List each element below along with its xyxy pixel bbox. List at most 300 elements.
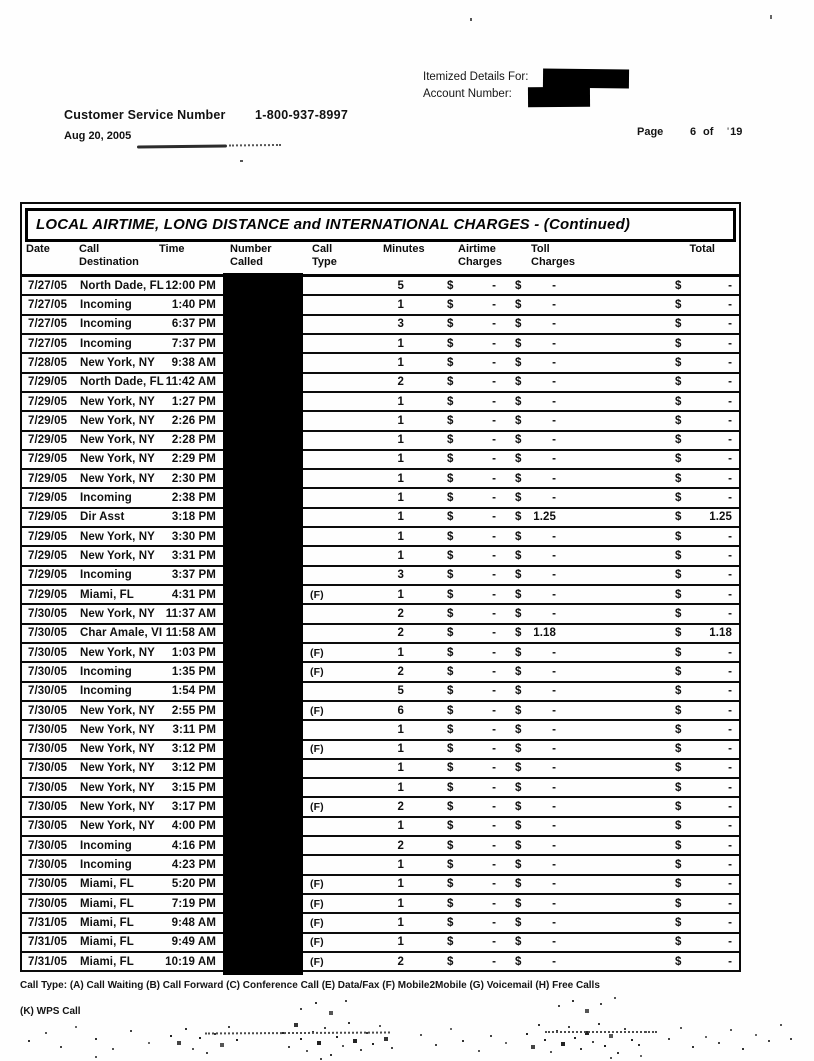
date-cell: 7/30/05	[28, 723, 68, 736]
call-record-row	[22, 567, 739, 586]
toll-charges-cell: -	[552, 820, 556, 833]
charges-table	[20, 202, 741, 972]
minutes-cell: 1	[397, 453, 404, 466]
call-record-row	[22, 277, 739, 296]
airtime-charges-cell: -	[492, 607, 496, 620]
toll-currency-symbol: $	[515, 376, 522, 389]
airtime-charges-cell: -	[492, 665, 496, 678]
time-cell: 4:00 PM	[171, 820, 216, 833]
time-cell: 3:11 PM	[172, 723, 216, 736]
call-record-row	[22, 895, 739, 914]
airtime-currency-symbol: $	[447, 298, 454, 311]
airtime-charges-cell: -	[492, 916, 496, 929]
airtime-charges-cell: -	[492, 318, 496, 331]
toll-charges-cell: -	[552, 492, 556, 505]
minutes-cell: 3	[397, 318, 404, 331]
time-cell: 3:37 PM	[171, 569, 216, 582]
table-title: LOCAL AIRTIME, LONG DISTANCE and INTERNATIONAL CHARGES - (Continued)	[25, 208, 736, 242]
page-count: ' 19	[727, 126, 742, 138]
call-record-row	[22, 316, 739, 335]
time-cell: 3:30 PM	[171, 530, 216, 543]
toll-currency-symbol: $	[515, 472, 522, 485]
airtime-charges-cell: -	[492, 704, 496, 717]
call-record-row	[22, 528, 739, 547]
airtime-currency-symbol: $	[447, 685, 454, 698]
call-record-row	[22, 335, 739, 354]
customer-service-label: Customer Service Number	[64, 108, 226, 122]
toll-currency-symbol: $	[515, 337, 522, 350]
airtime-currency-symbol: $	[447, 318, 454, 331]
total-cell: 1.25	[709, 511, 732, 524]
airtime-charges-cell: -	[492, 955, 496, 968]
scan-speck	[470, 18, 472, 21]
call-type-cell: (F)	[310, 955, 324, 968]
call-record-row	[22, 412, 739, 431]
toll-charges-cell: -	[552, 607, 556, 620]
call-record-row	[22, 683, 739, 702]
total-currency-symbol: $	[675, 839, 682, 852]
itemized-details-label: Itemized Details For:	[423, 71, 529, 83]
destination-cell: New York, NY	[80, 356, 155, 369]
date-cell: 7/28/05	[28, 356, 68, 369]
destination-cell: New York, NY	[80, 550, 155, 563]
time-cell: 11:37 AM	[165, 607, 216, 620]
airtime-charges-cell: -	[492, 820, 496, 833]
minutes-cell: 1	[397, 511, 404, 524]
date-cell: 7/27/05	[28, 298, 68, 311]
call-record-row	[22, 586, 739, 605]
airtime-charges-cell: -	[492, 762, 496, 775]
destination-cell: New York, NY	[80, 453, 155, 466]
minutes-cell: 2	[397, 801, 404, 814]
airtime-currency-symbol: $	[447, 839, 454, 852]
toll-charges-cell: -	[552, 859, 556, 872]
toll-charges-cell: -	[552, 743, 556, 756]
minutes-cell: 1	[397, 646, 404, 659]
total-currency-symbol: $	[675, 337, 682, 350]
time-cell: 9:48 AM	[171, 916, 216, 929]
destination-cell: Incoming	[80, 318, 132, 331]
date-cell: 7/30/05	[28, 743, 68, 756]
total-currency-symbol: $	[675, 704, 682, 717]
airtime-charges-cell: -	[492, 569, 496, 582]
total-cell: -	[728, 685, 732, 698]
total-cell: -	[728, 337, 732, 350]
date-cell: 7/30/05	[28, 897, 68, 910]
destination-cell: Incoming	[80, 685, 132, 698]
destination-cell: Miami, FL	[80, 878, 134, 891]
time-cell: 7:19 PM	[171, 897, 216, 910]
minutes-cell: 1	[397, 337, 404, 350]
minutes-cell: 3	[397, 569, 404, 582]
table-header-row	[22, 241, 739, 277]
airtime-charges-cell: -	[492, 897, 496, 910]
call-type-legend: Call Type: (A) Call Waiting (B) Call Forward (C) Conference Call (E) Data/Fax (F) Mobile2Mobile (G) Voicemail (H) Free Calls	[20, 980, 600, 991]
toll-charges-cell: -	[552, 723, 556, 736]
airtime-currency-symbol: $	[447, 665, 454, 678]
destination-cell: New York, NY	[80, 530, 155, 543]
time-cell: 10:19 AM	[165, 955, 216, 968]
call-record-row	[22, 721, 739, 740]
toll-charges-cell: -	[552, 588, 556, 601]
minutes-cell: 1	[397, 916, 404, 929]
total-cell: -	[728, 955, 732, 968]
destination-cell: Miami, FL	[80, 897, 134, 910]
destination-cell: New York, NY	[80, 820, 155, 833]
airtime-currency-symbol: $	[447, 588, 454, 601]
toll-currency-symbol: $	[515, 492, 522, 505]
date-cell: 7/31/05	[28, 955, 68, 968]
total-cell: -	[728, 530, 732, 543]
airtime-currency-symbol: $	[447, 859, 454, 872]
scan-streak	[545, 1031, 657, 1033]
call-record-row	[22, 489, 739, 508]
call-record-row	[22, 393, 739, 412]
call-record-row	[22, 876, 739, 895]
column-header-date: Date	[26, 243, 50, 255]
airtime-currency-symbol: $	[447, 511, 454, 524]
toll-currency-symbol: $	[515, 743, 522, 756]
destination-cell: Incoming	[80, 569, 132, 582]
minutes-cell: 2	[397, 607, 404, 620]
toll-charges-cell: -	[552, 434, 556, 447]
call-record-row	[22, 779, 739, 798]
minutes-cell: 1	[397, 492, 404, 505]
call-record-row	[22, 934, 739, 953]
column-header-destination: Call Destination	[79, 243, 139, 268]
total-currency-symbol: $	[675, 627, 682, 640]
time-cell: 3:12 PM	[171, 743, 216, 756]
date-cell: 7/30/05	[28, 801, 68, 814]
toll-charges-cell: -	[552, 453, 556, 466]
call-record-row	[22, 625, 739, 644]
airtime-currency-symbol: $	[447, 337, 454, 350]
total-currency-symbol: $	[675, 530, 682, 543]
toll-charges-cell: -	[552, 395, 556, 408]
scan-smudge-mark	[137, 145, 227, 149]
minutes-cell: 1	[397, 878, 404, 891]
destination-cell: Incoming	[80, 859, 132, 872]
airtime-charges-cell: -	[492, 337, 496, 350]
time-cell: 1:27 PM	[171, 395, 216, 408]
date-cell: 7/31/05	[28, 916, 68, 929]
statement-date: Aug 20, 2005	[64, 130, 132, 142]
scan-streak	[205, 1032, 390, 1035]
total-currency-symbol: $	[675, 743, 682, 756]
call-type-cell: (F)	[310, 878, 324, 891]
time-cell: 3:12 PM	[171, 762, 216, 775]
toll-charges-cell: -	[552, 704, 556, 717]
toll-currency-symbol: $	[515, 801, 522, 814]
airtime-currency-symbol: $	[447, 492, 454, 505]
toll-charges-cell: -	[552, 646, 556, 659]
toll-currency-symbol: $	[515, 588, 522, 601]
time-cell: 3:15 PM	[171, 781, 216, 794]
scan-noise-band	[0, 1030, 2, 1032]
toll-charges-cell: -	[552, 472, 556, 485]
call-type-cell: (F)	[310, 897, 324, 910]
call-record-row	[22, 663, 739, 682]
airtime-currency-symbol: $	[447, 279, 454, 292]
date-cell: 7/29/05	[28, 492, 68, 505]
toll-currency-symbol: $	[515, 356, 522, 369]
date-cell: 7/29/05	[28, 550, 68, 563]
total-cell: -	[728, 723, 732, 736]
date-cell: 7/29/05	[28, 434, 68, 447]
minutes-cell: 1	[397, 743, 404, 756]
call-type-cell: (F)	[310, 936, 324, 949]
airtime-charges-cell: -	[492, 859, 496, 872]
minutes-cell: 2	[397, 627, 404, 640]
toll-currency-symbol: $	[515, 627, 522, 640]
total-currency-symbol: $	[675, 472, 682, 485]
minutes-cell: 1	[397, 530, 404, 543]
destination-cell: North Dade, FL	[80, 376, 164, 389]
airtime-currency-symbol: $	[447, 550, 454, 563]
airtime-currency-symbol: $	[447, 897, 454, 910]
airtime-currency-symbol: $	[447, 395, 454, 408]
toll-charges-cell: -	[552, 665, 556, 678]
toll-charges-cell: -	[552, 781, 556, 794]
call-record-row	[22, 818, 739, 837]
date-cell: 7/31/05	[28, 936, 68, 949]
call-record-row	[22, 856, 739, 875]
airtime-charges-cell: -	[492, 414, 496, 427]
airtime-charges-cell: -	[492, 511, 496, 524]
redacted-customer-name	[543, 69, 629, 89]
airtime-currency-symbol: $	[447, 820, 454, 833]
toll-charges-cell: -	[552, 550, 556, 563]
call-record-row	[22, 451, 739, 470]
toll-currency-symbol: $	[515, 550, 522, 563]
airtime-currency-symbol: $	[447, 356, 454, 369]
call-record-row	[22, 702, 739, 721]
date-cell: 7/27/05	[28, 318, 68, 331]
toll-currency-symbol: $	[515, 453, 522, 466]
toll-charges-cell: -	[552, 936, 556, 949]
airtime-currency-symbol: $	[447, 376, 454, 389]
destination-cell: Miami, FL	[80, 916, 134, 929]
time-cell: 12:00 PM	[165, 279, 216, 292]
airtime-charges-cell: -	[492, 646, 496, 659]
date-cell: 7/30/05	[28, 859, 68, 872]
destination-cell: New York, NY	[80, 723, 155, 736]
destination-cell: New York, NY	[80, 762, 155, 775]
toll-currency-symbol: $	[515, 878, 522, 891]
destination-cell: Char Amale, VI	[80, 627, 163, 640]
airtime-charges-cell: -	[492, 878, 496, 891]
total-currency-symbol: $	[675, 936, 682, 949]
airtime-charges-cell: -	[492, 550, 496, 563]
minutes-cell: 1	[397, 395, 404, 408]
total-cell: -	[728, 762, 732, 775]
total-currency-symbol: $	[675, 955, 682, 968]
total-currency-symbol: $	[675, 762, 682, 775]
total-currency-symbol: $	[675, 376, 682, 389]
airtime-charges-cell: -	[492, 685, 496, 698]
destination-cell: Incoming	[80, 665, 132, 678]
airtime-charges-cell: -	[492, 395, 496, 408]
total-currency-symbol: $	[675, 569, 682, 582]
airtime-currency-symbol: $	[447, 916, 454, 929]
toll-currency-symbol: $	[515, 781, 522, 794]
date-cell: 7/29/05	[28, 569, 68, 582]
toll-charges-cell: -	[552, 376, 556, 389]
total-cell: -	[728, 801, 732, 814]
date-cell: 7/30/05	[28, 685, 68, 698]
toll-currency-symbol: $	[515, 762, 522, 775]
destination-cell: Incoming	[80, 839, 132, 852]
airtime-currency-symbol: $	[447, 453, 454, 466]
call-record-row	[22, 296, 739, 315]
destination-cell: New York, NY	[80, 395, 155, 408]
airtime-charges-cell: -	[492, 781, 496, 794]
date-cell: 7/30/05	[28, 781, 68, 794]
minutes-cell: 1	[397, 936, 404, 949]
minutes-cell: 1	[397, 897, 404, 910]
destination-cell: New York, NY	[80, 743, 155, 756]
total-currency-symbol: $	[675, 434, 682, 447]
total-cell: -	[728, 376, 732, 389]
airtime-charges-cell: -	[492, 453, 496, 466]
toll-currency-symbol: $	[515, 685, 522, 698]
total-currency-symbol: $	[675, 395, 682, 408]
airtime-currency-symbol: $	[447, 569, 454, 582]
time-cell: 2:29 PM	[171, 453, 216, 466]
time-cell: 3:18 PM	[171, 511, 216, 524]
wps-call-note: (K) WPS Call	[20, 1006, 81, 1017]
page-number: 6	[690, 126, 697, 138]
minutes-cell: 2	[397, 955, 404, 968]
toll-currency-symbol: $	[515, 395, 522, 408]
airtime-currency-symbol: $	[447, 627, 454, 640]
toll-charges-cell: -	[552, 279, 556, 292]
destination-cell: New York, NY	[80, 607, 155, 620]
page-label: Page	[637, 126, 664, 138]
minutes-cell: 2	[397, 376, 404, 389]
toll-currency-symbol: $	[515, 298, 522, 311]
airtime-currency-symbol: $	[447, 646, 454, 659]
toll-currency-symbol: $	[515, 414, 522, 427]
date-cell: 7/29/05	[28, 530, 68, 543]
minutes-cell: 6	[397, 704, 404, 717]
toll-currency-symbol: $	[515, 723, 522, 736]
minutes-cell: 1	[397, 550, 404, 563]
redacted-account-number	[528, 87, 590, 107]
call-record-row	[22, 509, 739, 528]
total-currency-symbol: $	[675, 801, 682, 814]
airtime-currency-symbol: $	[447, 936, 454, 949]
call-type-cell: (F)	[310, 665, 324, 678]
call-record-row	[22, 547, 739, 566]
destination-cell: New York, NY	[80, 781, 155, 794]
airtime-charges-cell: -	[492, 839, 496, 852]
destination-cell: New York, NY	[80, 801, 155, 814]
toll-charges-cell: 1.25	[533, 511, 556, 524]
total-currency-symbol: $	[675, 414, 682, 427]
toll-currency-symbol: $	[515, 434, 522, 447]
date-cell: 7/27/05	[28, 279, 68, 292]
airtime-charges-cell: -	[492, 434, 496, 447]
toll-currency-symbol: $	[515, 530, 522, 543]
airtime-charges-cell: -	[492, 356, 496, 369]
destination-cell: New York, NY	[80, 646, 155, 659]
total-currency-symbol: $	[675, 550, 682, 563]
call-record-row	[22, 953, 739, 972]
total-cell: -	[728, 434, 732, 447]
time-cell: 9:38 AM	[171, 356, 216, 369]
date-cell: 7/30/05	[28, 878, 68, 891]
total-cell: -	[728, 839, 732, 852]
date-cell: 7/30/05	[28, 839, 68, 852]
total-currency-symbol: $	[675, 878, 682, 891]
destination-cell: Incoming	[80, 492, 132, 505]
date-cell: 7/30/05	[28, 704, 68, 717]
total-cell: -	[728, 453, 732, 466]
airtime-currency-symbol: $	[447, 530, 454, 543]
minutes-cell: 1	[397, 723, 404, 736]
time-cell: 4:23 PM	[171, 859, 216, 872]
minutes-cell: 1	[397, 588, 404, 601]
column-header-total: Total	[689, 243, 715, 255]
minutes-cell: 2	[397, 839, 404, 852]
total-cell: -	[728, 550, 732, 563]
total-currency-symbol: $	[675, 511, 682, 524]
airtime-charges-cell: -	[492, 376, 496, 389]
toll-charges-cell: -	[552, 801, 556, 814]
total-cell: -	[728, 743, 732, 756]
airtime-charges-cell: -	[492, 298, 496, 311]
toll-currency-symbol: $	[515, 279, 522, 292]
time-cell: 4:16 PM	[171, 839, 216, 852]
destination-cell: Miami, FL	[80, 588, 134, 601]
total-cell: -	[728, 607, 732, 620]
toll-currency-symbol: $	[515, 916, 522, 929]
toll-currency-symbol: $	[515, 859, 522, 872]
date-cell: 7/29/05	[28, 376, 68, 389]
destination-cell: Dir Asst	[80, 511, 125, 524]
minutes-cell: 5	[397, 685, 404, 698]
airtime-currency-symbol: $	[447, 781, 454, 794]
total-cell: -	[728, 318, 732, 331]
call-record-row	[22, 354, 739, 373]
total-currency-symbol: $	[675, 646, 682, 659]
call-record-row	[22, 798, 739, 817]
total-currency-symbol: $	[675, 453, 682, 466]
date-cell: 7/29/05	[28, 472, 68, 485]
minutes-cell: 1	[397, 414, 404, 427]
total-currency-symbol: $	[675, 685, 682, 698]
minutes-cell: 1	[397, 820, 404, 833]
time-cell: 11:58 AM	[165, 627, 216, 640]
toll-currency-symbol: $	[515, 704, 522, 717]
destination-cell: North Dade, FL	[80, 279, 164, 292]
destination-cell: Miami, FL	[80, 955, 134, 968]
airtime-currency-symbol: $	[447, 878, 454, 891]
toll-currency-symbol: $	[515, 665, 522, 678]
total-cell: 1.18	[709, 627, 732, 640]
column-header-toll-charges: Toll Charges	[531, 243, 576, 268]
call-record-row	[22, 605, 739, 624]
date-cell: 7/27/05	[28, 337, 68, 350]
airtime-charges-cell: -	[492, 530, 496, 543]
date-cell: 7/30/05	[28, 627, 68, 640]
total-cell: -	[728, 298, 732, 311]
time-cell: 1:03 PM	[171, 646, 216, 659]
column-header-number-called: Number Called	[230, 243, 272, 268]
call-type-cell: (F)	[310, 704, 324, 717]
date-cell: 7/29/05	[28, 453, 68, 466]
